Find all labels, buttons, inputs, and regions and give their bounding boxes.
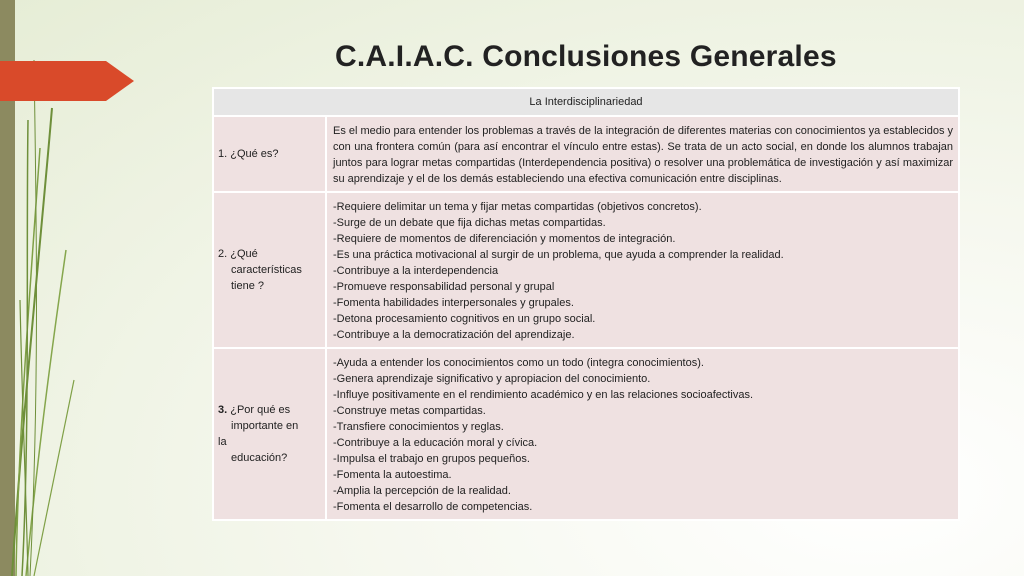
answer-line: -Detona procesamiento cognitivos en un grupo social. bbox=[333, 313, 596, 325]
conclusions-table bbox=[212, 87, 960, 521]
question-line: características bbox=[231, 264, 302, 276]
question-cell bbox=[213, 348, 326, 520]
answer-line: -Fomenta el desarrollo de competencias. bbox=[333, 501, 533, 513]
question-line bbox=[218, 402, 322, 418]
answer-line: -Requiere delimitar un tema y fijar metas compartidas (objetivos concretos). bbox=[333, 201, 702, 213]
answer-line: -Influye positivamente en el rendimiento académico y en las relaciones socioafectivas. bbox=[333, 389, 754, 401]
table-header-row bbox=[213, 88, 959, 116]
table-row bbox=[213, 192, 959, 348]
answer-line: -Fomenta habilidades interpersonales y grupales. bbox=[333, 297, 574, 309]
question-line-text: ¿Por qué es bbox=[230, 404, 291, 416]
answer-cell bbox=[326, 116, 959, 192]
answer-line: -Requiere de momentos de diferenciación y momentos de integración. bbox=[333, 233, 676, 245]
answer-line: -Contribuye a la democratización del aprendizaje. bbox=[333, 329, 575, 341]
question-line: educación? bbox=[231, 452, 288, 464]
answer-line: -Ayuda a entender los conocimientos como un todo (integra conocimientos). bbox=[333, 357, 704, 369]
table-row bbox=[213, 348, 959, 520]
answer-cell bbox=[326, 348, 959, 520]
answer-line: -Promueve responsabilidad personal y grupal bbox=[333, 281, 555, 293]
question-cell bbox=[213, 116, 326, 192]
question-cell bbox=[213, 192, 326, 348]
question-line: importante en bbox=[231, 420, 299, 432]
answer-line: -Construye metas compartidas. bbox=[333, 405, 486, 417]
answer-line: -Contribuye a la educación moral y cívica. bbox=[333, 437, 538, 449]
answer-text: Es el medio para entender los problemas a través de la integración de diferentes materias con conocimientos ya establecidos y con una frontera común (para así encontrar el vínculo entre estas). Se trata de un acto social, en donde los alumnos trabajan juntos para lograr metas compartidas (Interdependencia positiva) o resolver una problemática de investigación y así maximizar su aprendizaje y el de los demás estableciendo una efectiva comunicación entre disciplinas. bbox=[333, 125, 954, 185]
answer-line: -Es una práctica motivacional al surgir de un problema, que ayuda a comprender la realidad. bbox=[333, 249, 784, 261]
answer-line: -Impulsa el trabajo en grupos pequeños. bbox=[333, 453, 530, 465]
question-number: 3. bbox=[218, 404, 228, 416]
title-arrow-decoration bbox=[0, 61, 134, 101]
question-line: 2. ¿Qué bbox=[218, 248, 258, 260]
answer-line: -Amplia la percepción de la realidad. bbox=[333, 485, 511, 497]
question-line: tiene ? bbox=[231, 280, 265, 292]
answer-line: -Contribuye a la interdependencia bbox=[333, 265, 499, 277]
answer-cell bbox=[326, 192, 959, 348]
answer-line: -Fomenta la autoestima. bbox=[333, 469, 452, 481]
question-text: 1. ¿Qué es? bbox=[218, 148, 279, 160]
answer-line: -Surge de un debate que fija dichas metas compartidas. bbox=[333, 217, 606, 229]
question-line: la bbox=[218, 436, 227, 448]
slide-title: C.A.I.A.C. Conclusiones Generales bbox=[335, 40, 837, 73]
answer-line: -Genera aprendizaje significativo y apropiacion del conocimiento. bbox=[333, 373, 651, 385]
table-header: La Interdisciplinariedad bbox=[213, 88, 959, 116]
answer-line: -Transfiere conocimientos y reglas. bbox=[333, 421, 504, 433]
table-row bbox=[213, 116, 959, 192]
